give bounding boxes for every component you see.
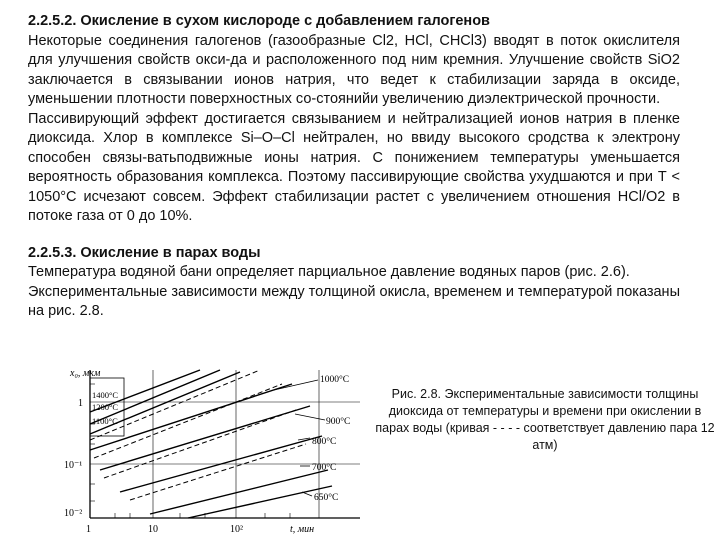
inset-label-1400: 1400°C — [92, 390, 119, 400]
section-heading-steam-oxidation: 2.2.5.3. Окисление в парах воды — [28, 244, 261, 261]
figure-2-8 — [60, 366, 370, 540]
x-tick-10: 10 — [148, 524, 158, 535]
curve-900 — [100, 406, 310, 470]
paragraph-halogen-intro: Некоторые соединения галогенов (газообразные Cl2, HCl, CHCl3) вводят в поток окислителя для улучшения свойств окси-да и расположенного под ним кремния. Улучшение свойств SiO2 заключается в связывании ионов натрия, что ведет к стабилизации заряда в оксиде, уменьшении плотности поверхностных со-стоянийи увеличению диэлектрической прочности. — [28, 32, 680, 107]
x-tick-100: 10² — [230, 524, 243, 535]
curve-1000 — [90, 384, 292, 450]
curve-label-1000: 1000°C — [320, 375, 350, 385]
curve-label-900: 900°C — [326, 417, 351, 427]
y-tick-1: 1 — [78, 398, 83, 409]
y-axis-label: x₀, мкм — [70, 368, 101, 379]
curves — [90, 370, 332, 518]
paragraph-dependencies: Экспериментальные зависимости между толщиной окисла, временем и температурой показаны на рис. 2.8. — [28, 283, 680, 319]
oxide-thickness-graph — [60, 366, 370, 540]
paragraph-passivation: Пассивирующий эффект достигается связыванием и нейтрализацией ионов натрия в пленке диоксида. Хлор в комплексе Si–O–Cl нейтрален, но ввиду высокого сродства к электрону способен связы-ватьподвижные ионы натрия. С понижением температуры уменьшается вероятность образования комплекса. Поэтому пассивирующие свойства ухудшаются и при T < 1050°C исчезают совсем. Эффект стабилизации растет с увеличением отношения HCl/O2 в потоке газа от 0 до 10%. — [28, 110, 680, 224]
section-heading-dry-oxidation: 2.2.5.2. Окисление в сухом кислороде с добавлением галогенов — [28, 13, 490, 29]
document-page — [28, 12, 680, 322]
inset-label-1200: 1200°C — [92, 402, 119, 412]
y-tick-0-1: 10⁻¹ — [64, 460, 83, 471]
minor-ticks — [90, 384, 290, 518]
paragraph-water-bath: Температура водяной бани определяет парциальное давление водяных паров (рис. 2.6). — [28, 264, 630, 280]
x-tick-1: 1 — [86, 524, 91, 535]
figure-caption: Рис. 2.8. Экспериментальные зависимости толщины диоксида от температуры и времени при окислении в парах воды (кривая - - - - соответствует давлению пара 12 атм) — [375, 387, 715, 452]
y-tick-0-01: 10⁻² — [64, 508, 83, 519]
curve-label-800: 800°C — [312, 437, 337, 447]
x-axis-label: t, мин — [290, 524, 315, 535]
curve-650 — [188, 486, 332, 518]
curve-label-650: 650°C — [314, 493, 339, 503]
inset-label-1100: 1100°C — [92, 416, 118, 426]
curve-label-700: 700°C — [312, 463, 337, 473]
